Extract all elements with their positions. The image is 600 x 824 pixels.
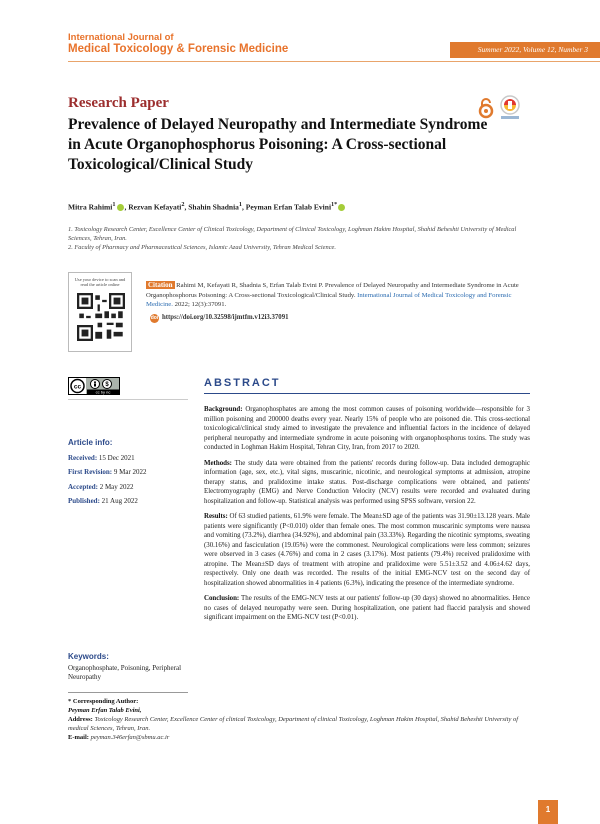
cc-license-icon[interactable]: [68, 377, 120, 395]
background-text: Organophosphates are among the most common causes of poisoning worldwide—responsible for 3 million poisoning and 200000 deaths every year. Nearly 15% of people who are poisoned die. This cross-sectional toxicological/clinical study aimed to investigate the prevalence and influential factors in the incidence of delayed peripheral neuropathy and intermediate syndrome in acute poisoning with organophosphorus toxins. The study was conducted in Loghman Hakim Hospital, Tehran City, Iran, from 2017 to 2020.: [204, 406, 530, 451]
methods-text: The study data were obtained from the patients' records during follow-up. Data included demographic information (age, sex, etc.), vital signs, muscarinic, nicotinic, and neurological symptoms at admission, atropine therapy status, and pralidoxime intake status. Post-discharge complications were obtained, and patients' Electromyography (EMG) and Nerve Conduction Velocity (NCV) results were recorded and evaluated during hospitalization and follow-up. Statistical analysis was performed using SPSS software, version 22.: [204, 459, 530, 505]
author-name[interactable]: Rezvan Kefayati: [128, 202, 182, 212]
crossmark-icon[interactable]: [498, 95, 522, 121]
article-type: Research Paper: [68, 95, 169, 111]
orcid-icon[interactable]: [338, 204, 345, 211]
journal-name-line1: International Journal of: [68, 32, 174, 43]
affiliation-item: 2. Faculty of Pharmacy and Pharmaceutical Sciences, Islamic Azad University, Tehran Medical Science.: [68, 244, 336, 252]
author-name[interactable]: Mitra Rahimi: [68, 202, 113, 212]
journal-brand: [68, 33, 288, 55]
author-name[interactable]: Shahin Shadnia: [188, 202, 239, 212]
article-info: [68, 436, 198, 509]
qr-caption: Use your device to scan and read the article online: [74, 277, 126, 287]
citation-label: Citation: [148, 281, 173, 289]
results-text: Of 63 studied patients, 61.9% were female. The Mean±SD age of the patients was 31.90±13.128 years. Male patients were significantly (P<0.010) older than female ones. The most common muscarinic symptoms were nausea and vomiting (73.2%), diarrhea (34.92%), and abdominal pain (33.33%). Regarding the nicotinic symptoms, sweating (30.16%) and fasciculation (19.05%) were the commonest. Neurological complications were less common; seizures were observed in 3 cases (4.76%) and coma in 2 cases (3.17%). Most patients (79.4%) received pralidoxime with atropine. The Mean±SD days of treatment with atropine and pralidoxime were 5.51±3.52 and 4.06±4.62 days, respectively. Only one death was recorded. The results of the initial EMG-NCV test on the second day of hospitalization showed abnormalities in 4 patients (6.3%), indicating the presence of the intermediate syndrome.: [204, 513, 530, 587]
email-label: E-mail:: [68, 734, 89, 741]
doi-icon: doi: [150, 315, 159, 321]
keywords-heading: Keywords:: [68, 652, 109, 661]
accepted-label: Accepted:: [68, 482, 98, 491]
author-affiliation-number: 1: [238, 201, 243, 208]
author-affiliation-number: 2: [181, 201, 185, 208]
correspondence-divider: [68, 692, 188, 693]
revision-date: 9 Mar 2022: [113, 468, 147, 476]
abstract-conclusion: [204, 594, 530, 623]
citation-journal-link[interactable]: International Journal of Medical Toxicology and Forensic Medicine.: [146, 291, 512, 308]
methods-label: Methods:: [204, 459, 232, 467]
email-link[interactable]: peyman.346erfan@sbmu.ac.ir: [90, 734, 170, 741]
journal-name-line2: Medical Toxicology & Forensic Medicine: [68, 42, 289, 55]
author-affiliation-number: 1*: [331, 201, 338, 208]
correspondence-name: Peyman Erfan Talab Evini,: [68, 707, 142, 714]
article-title: Prevalence of Delayed Neuropathy and Intermediate Syndrome in Acute Organophosphorus Poisoning: A Cross-sectional Toxicological/Clinical Study: [68, 116, 488, 173]
abstract-methods: [204, 459, 530, 507]
citation-body: Rahimi M, Kefayati R, Shadnia S, Erfan Talab Evini P. Prevalence of Delayed Neuropathy and Intermediate Syndrome in Acute Organophosphorus Poisoning: A Cross-sectional Toxicological/Clinical Study.: [146, 282, 519, 299]
left-divider: [68, 399, 188, 400]
revision-row: [68, 465, 198, 480]
published-label: Published:: [68, 497, 100, 505]
received-date: 15 Dec 2021: [98, 453, 135, 462]
author-affiliation-number: 1: [112, 201, 116, 208]
open-access-icon: [478, 97, 494, 119]
doi-line: [150, 314, 289, 323]
background-label: Background:: [204, 406, 243, 413]
results-label: Results:: [204, 513, 228, 520]
doi-link[interactable]: https://doi.org/10.32598/ijmtfm.v12i3.37091: [162, 314, 289, 321]
keywords: [68, 652, 198, 683]
correspondence: [68, 697, 530, 742]
license-badge-label: cc by nc: [95, 389, 111, 395]
abstract-body: [204, 405, 530, 629]
svg-text:cc: cc: [73, 383, 82, 391]
affiliation-item: 1. Toxicology Research Center, Excellence Center of Clinical Toxicology, Department of Clinical Toxicology, Loghman Hakim Hospital, Shahid Beheshti University of Medical Sciences, Tehran, Iran.: [68, 226, 517, 242]
orcid-icon[interactable]: [117, 204, 124, 211]
author-name[interactable]: Peyman Erfan Talab Evini: [245, 202, 332, 212]
received-row: [68, 451, 198, 466]
revision-label: First Revision:: [68, 468, 113, 476]
abstract-background: [204, 405, 530, 453]
published-row: [68, 494, 198, 509]
published-date: 21 Aug 2022: [101, 497, 138, 505]
article-info-heading: Article info:: [68, 438, 113, 447]
conclusion-text: The results of the EMG-NCV tests at our patients' follow-up (30 days) showed no abnormalities. Hence no cases of delayed neuropathy were seen. During hospitalization, one patient had flaccid paralysis and showed significant impairment on the EMG-NCV test (P<0.01).: [204, 595, 530, 621]
issue-banner: Summer 2022, Volume 12, Number 3: [450, 42, 600, 58]
affiliations: [68, 226, 528, 254]
accepted-date: 2 May 2022: [99, 482, 134, 491]
address-label: Address:: [68, 716, 93, 723]
received-label: Received:: [68, 453, 98, 462]
svg-text:$: $: [105, 382, 109, 388]
citation-tail: 2022; 12(3):37091.: [174, 301, 227, 308]
header-divider: [68, 61, 600, 62]
page-number: 1: [538, 800, 558, 824]
keywords-text: Organophosphate, Poisoning, Peripheral Neuropathy: [68, 663, 182, 681]
accepted-row: [68, 480, 198, 495]
conclusion-label: Conclusion:: [204, 595, 240, 602]
qr-code-icon[interactable]: [77, 293, 125, 341]
citation-text: [146, 281, 530, 310]
author-list: Mitra Rahimi$^1$ , Rezvan Kefayati$^2$, Shahin Shadnia$^1$, Peyman Erfan Talab Evini$^{1*}$: [68, 201, 346, 212]
abstract-heading: ABSTRACT: [204, 377, 281, 389]
correspondence-heading: * Corresponding Author:: [68, 698, 139, 705]
abstract-results: [204, 512, 530, 588]
address-text: Toxicology Research Center, Excellence Center of clinical Toxicology, Department of clinical Toxicology, Loghman Hakim Hospital, Shahid Beheshti University of medical Sciences, Tehran, Iran.: [68, 716, 519, 732]
abstract-rule: [204, 393, 530, 394]
